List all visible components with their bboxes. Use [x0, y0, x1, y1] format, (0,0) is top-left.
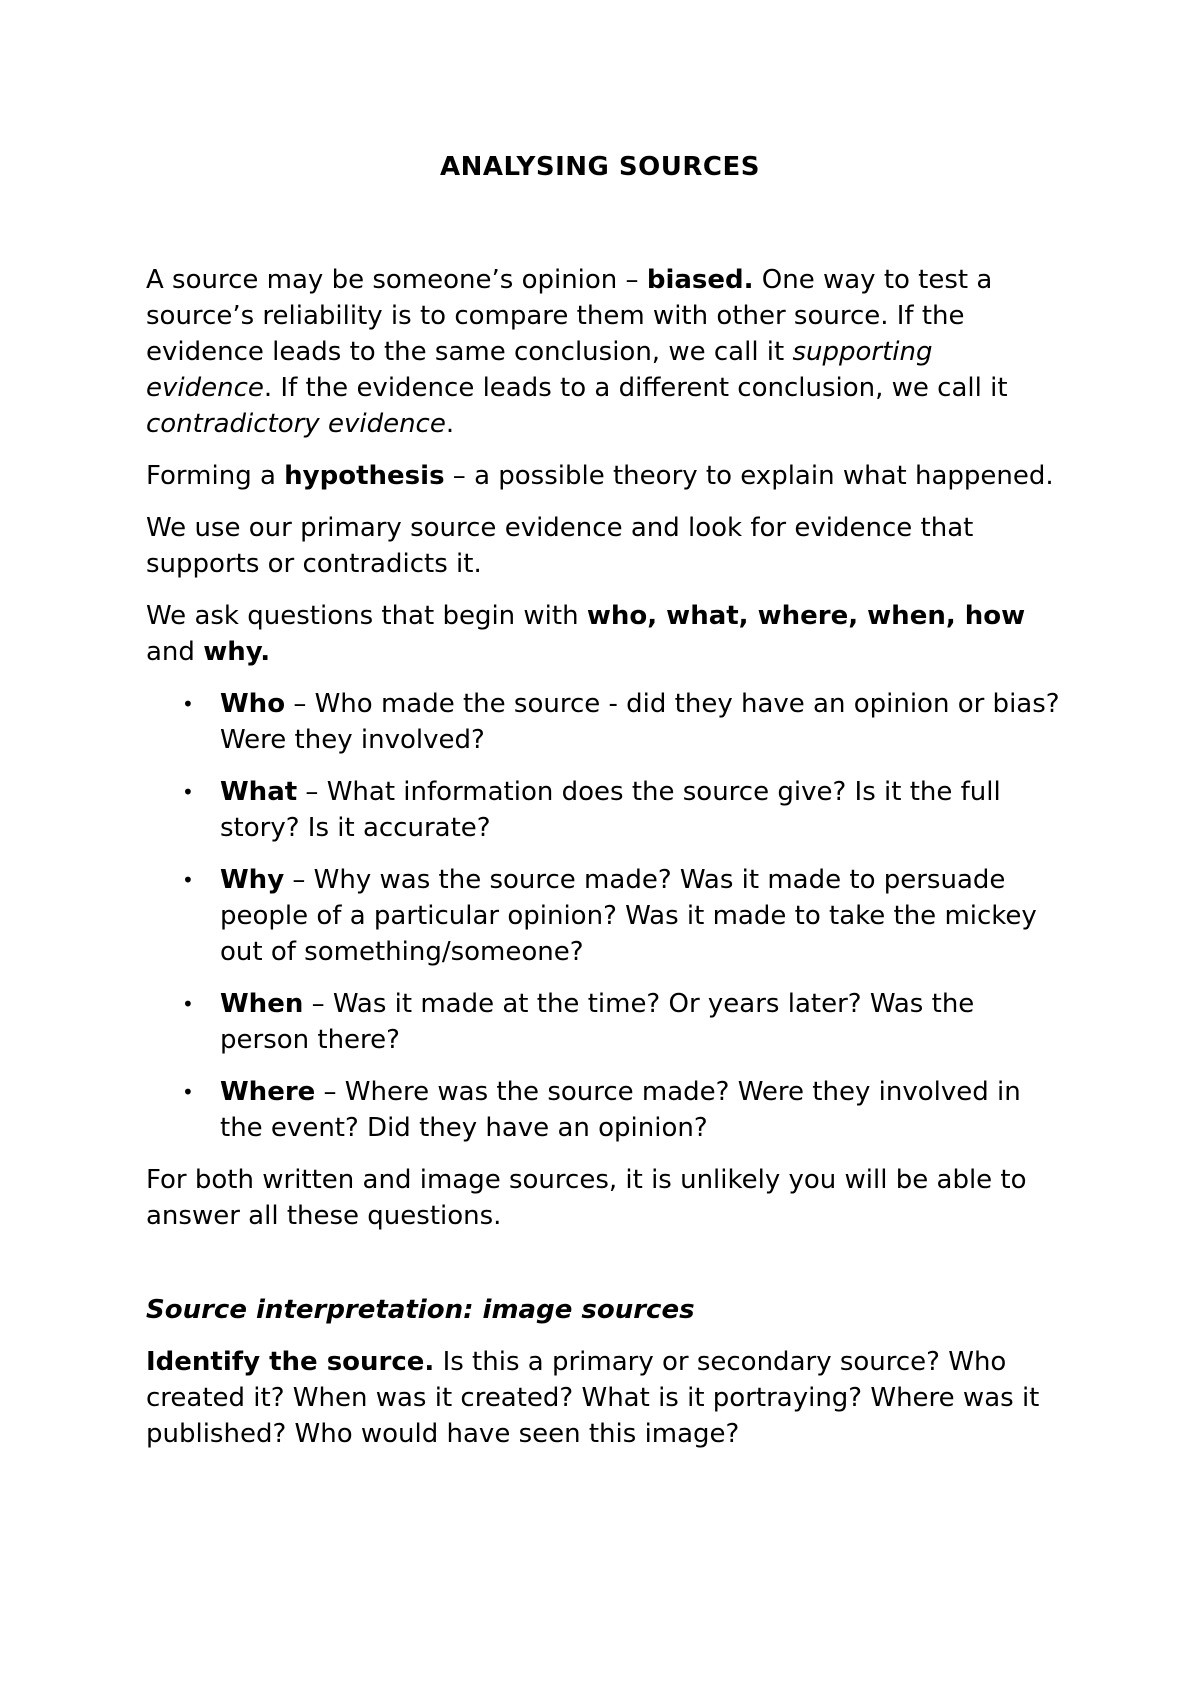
bold-question-why: why.: [203, 637, 271, 667]
list-item: [146, 686, 1066, 758]
paragraph-questions: [146, 598, 1066, 670]
paragraph-unlikely: For both written and image sources, it is unlikely you will be able to answer all these questions.: [146, 1165, 1027, 1231]
bullet-icon: •: [182, 692, 194, 716]
text-span: A source may be someone’s opinion –: [146, 265, 647, 295]
list-item-term: What: [220, 777, 298, 807]
text-span: One way to test a source’s reliability is to compare them with other source. If the evidence leads to the same conclusion, we call it: [146, 265, 993, 367]
bold-term-biased: biased.: [646, 265, 754, 295]
text-span: Forming a: [146, 461, 285, 491]
text-span: .: [445, 409, 455, 439]
text-span: and: [146, 637, 204, 667]
bullet-icon: •: [182, 780, 194, 804]
list-item-term: Who: [220, 689, 286, 719]
list-item-text: – Who made the source - did they have an opinion or bias? Were they involved?: [220, 689, 1060, 755]
bold-term-identify: Identify the source.: [146, 1347, 435, 1377]
document-body: [146, 262, 1066, 1468]
page-title: ANALYSING SOURCES: [440, 152, 760, 182]
question-list: [146, 686, 1066, 1146]
paragraph-identify-source: [146, 1344, 1066, 1452]
text-span: We ask questions that begin with: [146, 601, 587, 631]
bullet-icon: •: [182, 1080, 194, 1104]
list-item: [146, 1074, 1066, 1146]
list-item: [146, 774, 1066, 846]
paragraph-primary-evidence: We use our primary source evidence and look for evidence that supports or contradicts it.: [146, 513, 974, 579]
list-item: [146, 862, 1066, 970]
list-item-text: – What information does the source give? Is it the full story? Is it accurate?: [220, 777, 1001, 843]
list-item: [146, 986, 1066, 1058]
list-item-term: When: [220, 989, 304, 1019]
list-item-text: – Why was the source made? Was it made to persuade people of a particular opinion? Was it made to take the mickey out of something/someone?: [220, 865, 1037, 967]
italic-term-contradictory: contradictory evidence: [146, 409, 446, 439]
italic-term-supporting: supporting evidence: [146, 337, 933, 403]
bold-term-hypothesis: hypothesis: [284, 461, 445, 491]
paragraph-hypothesis: [146, 458, 1066, 494]
bullet-icon: •: [182, 868, 194, 892]
text-span: – a possible theory to explain what happened.: [444, 461, 1054, 491]
list-item-term: Where: [220, 1077, 316, 1107]
text-span: . If the evidence leads to a different conclusion, we call it: [263, 373, 1008, 403]
section-heading: Source interpretation: image sources: [146, 1295, 695, 1325]
list-item-text: – Where was the source made? Were they involved in the event? Did they have an opinion?: [220, 1077, 1021, 1143]
list-item-term: Why: [220, 865, 285, 895]
paragraph-bias: [146, 262, 1066, 442]
list-item-text: – Was it made at the time? Or years later? Was the person there?: [220, 989, 975, 1055]
bold-question-words: who, what, where, when, how: [586, 601, 1026, 631]
bullet-icon: •: [182, 992, 194, 1016]
text-span: Is this a primary or secondary source? Who created it? When was it created? What is it portraying? Where was it published? Who would have seen this image?: [146, 1347, 1040, 1449]
